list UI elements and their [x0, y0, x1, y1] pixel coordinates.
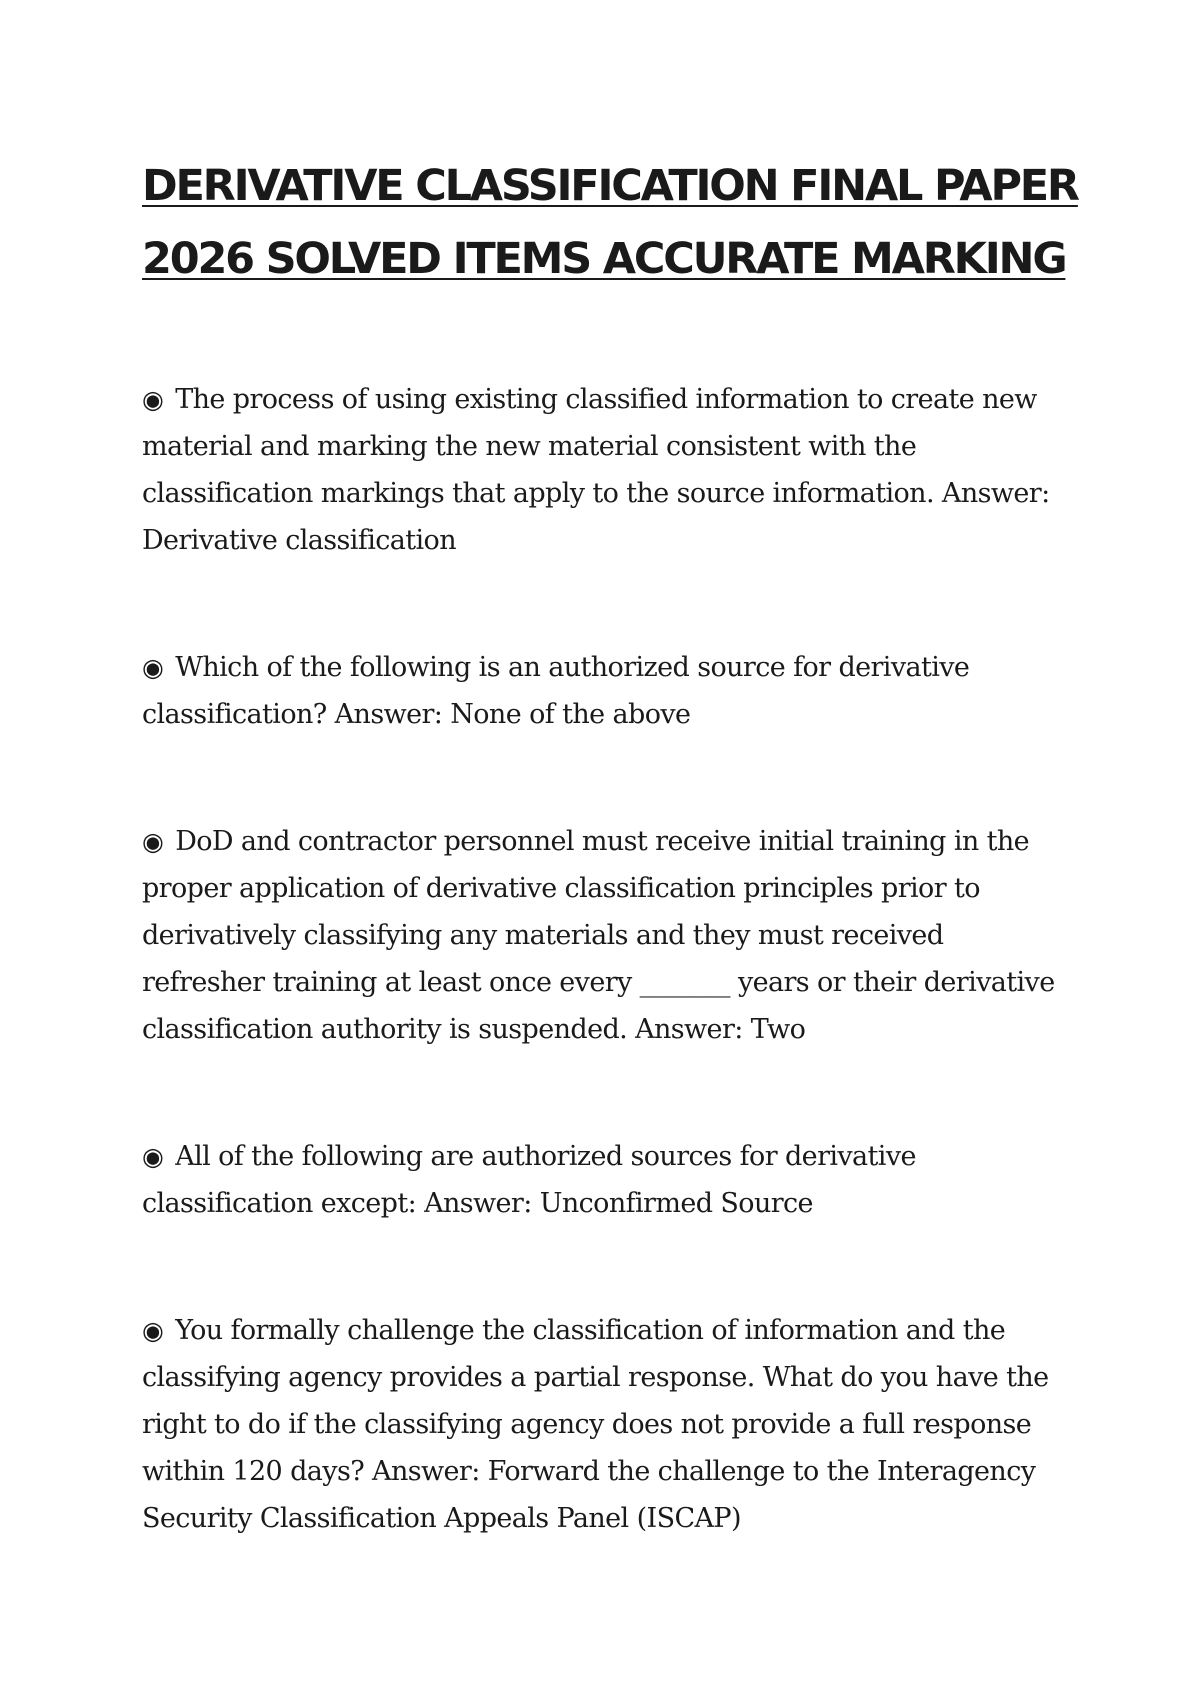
qa-item-2: [142, 644, 1062, 738]
qa-text: You formally challenge the classification of information and the classifying agency provides a partial response. What do you have the right to do if the classifying agency does not provide a full response within 120 days? Answer: Forward the challenge to the Interagency Security Classification Appeals Panel (ISCAP): [142, 1315, 1049, 1534]
title-line-1: DERIVATIVE CLASSIFICATION FINAL PAPER: [142, 161, 1078, 211]
radio-bullet-icon: ◉: [142, 1142, 164, 1171]
qa-item-4: [142, 1133, 1062, 1227]
qa-item-1: [142, 376, 1062, 564]
qa-item-5: [142, 1307, 1062, 1542]
qa-text: DoD and contractor personnel must receive initial training in the proper application of derivative classification principles prior to derivatively classifying any materials and they must received refresher training at least once every _______ years or their derivative classification authority is suspended. Answer: Two: [142, 826, 1055, 1045]
radio-bullet-icon: ◉: [142, 1316, 164, 1345]
radio-bullet-icon: ◉: [142, 827, 164, 856]
title-line-2: 2026 SOLVED ITEMS ACCURATE MARKING: [142, 234, 1066, 284]
radio-bullet-icon: ◉: [142, 653, 164, 682]
qa-text: All of the following are authorized sources for derivative classification except: Answer: Unconfirmed Source: [142, 1141, 916, 1219]
document-title: [142, 150, 1078, 296]
qa-text: Which of the following is an authorized source for derivative classification? Answer: None of the above: [142, 652, 970, 730]
question-answer-list: [142, 376, 1062, 1542]
qa-item-3: [142, 818, 1062, 1053]
radio-bullet-icon: ◉: [142, 385, 164, 414]
qa-text: The process of using existing classified information to create new material and marking the new material consistent with the classification markings that apply to the source information. Answer: Derivative classification: [142, 384, 1050, 556]
